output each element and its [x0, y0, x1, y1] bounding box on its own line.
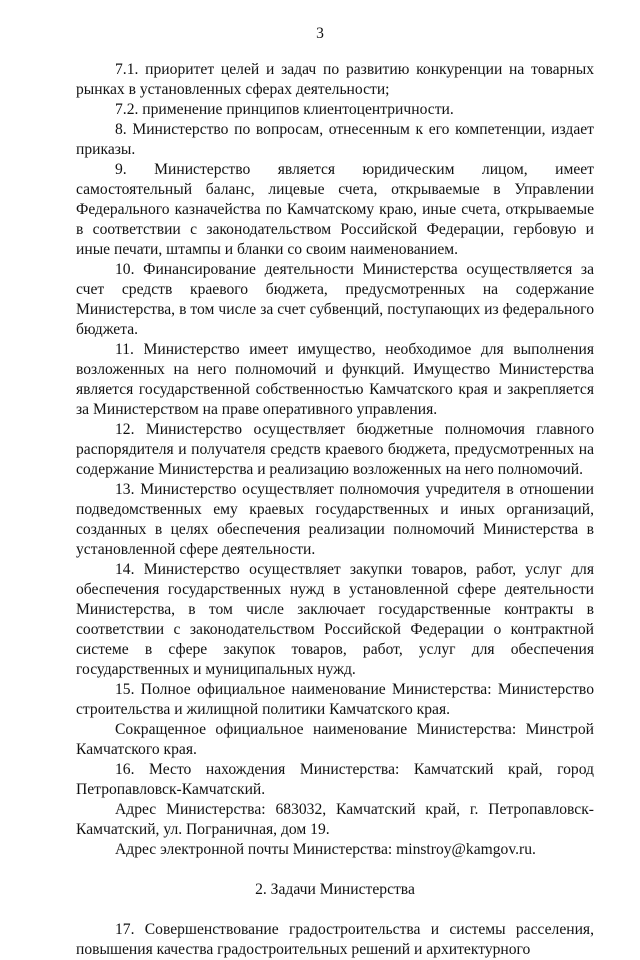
- paragraph-address: Адрес Министерства: 683032, Камчатский край, г. Петропавловск-Камчатский, ул. Пограничная, дом 19.: [76, 801, 594, 838]
- paragraph-9: 9. Министерство является юридическим лицом, имеет самостоятельный баланс, лицевые счета, открываемые в Управлении Федерального казначейства по Камчатскому краю, иные счета, открываемые в соответствии с законодательством Российской Федерации, гербовую и иные печати, штампы и бланки со своим наименованием.: [76, 161, 594, 258]
- paragraph-short-name: Сокращенное официальное наименование Министерства: Минстрой Камчатского края.: [76, 721, 594, 758]
- paragraph-12: 12. Министерство осуществляет бюджетные полномочия главного распорядителя и получателя средств краевого бюджета, предусмотренных на содержание Министерства и реализацию возложенных на него полномочий.: [76, 421, 594, 478]
- paragraph-8: 8. Министерство по вопросам, отнесенным к его компетенции, издает приказы.: [76, 121, 594, 158]
- section-heading: 2. Задачи Министерства: [255, 881, 415, 898]
- page-number: 3: [316, 25, 324, 42]
- paragraph-11: 11. Министерство имеет имущество, необходимое для выполнения возложенных на него полномочий и функций. Имущество Министерства является государственной собственностью Камчатского края и закрепляется за Министерством на праве оперативного управления.: [76, 341, 594, 418]
- paragraph-7-1: 7.1. приоритет целей и задач по развитию конкуренции на товарных рынках в установленных сферах деятельности;: [76, 61, 594, 98]
- paragraph-10: 10. Финансирование деятельности Министерства осуществляется за счет средств краевого бюджета, предусмотренных на содержание Министерства, в том числе за счет субвенций, поступающих из федерального бюджета.: [76, 261, 594, 338]
- paragraph-14: 14. Министерство осуществляет закупки товаров, работ, услуг для обеспечения государственных нужд в установленной сфере деятельности Министерства, в том числе заключает государственные контракты в соответствии с законодательством Российской Федерации о контрактной системе в сфере закупок товаров, работ, услуг для обеспечения государственных и муниципальных нужд.: [76, 561, 594, 678]
- paragraph-15: 15. Полное официальное наименование Министерства: Министерство строительства и жилищной политики Камчатского края.: [76, 681, 594, 718]
- paragraph-17: 17. Совершенствование градостроительства и системы расселения, повышения качества градостроительных решений и архитектурного: [76, 921, 594, 958]
- document-body: [76, 60, 594, 960]
- paragraph-email: Адрес электронной почты Министерства: minstroy@kamgov.ru.: [115, 841, 536, 858]
- paragraph-7-2: 7.2. применение принципов клиентоцентричности.: [115, 101, 454, 118]
- paragraph-16: 16. Место нахождения Министерства: Камчатский край, город Петропавловск-Камчатский.: [76, 761, 594, 798]
- paragraph-13: 13. Министерство осуществляет полномочия учредителя в отношении подведомственных ему краевых государственных и иных организаций, созданных в целях обеспечения реализации полномочий Министерства в установленной сфере деятельности.: [76, 481, 594, 558]
